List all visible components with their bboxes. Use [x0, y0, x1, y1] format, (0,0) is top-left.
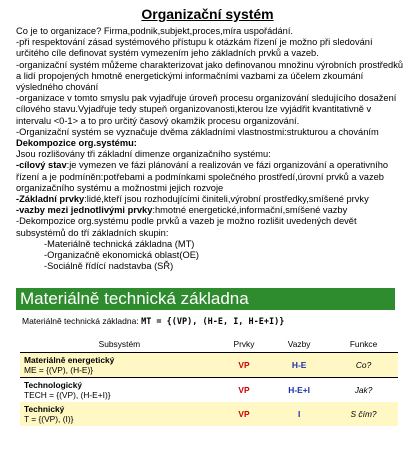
- paragraph: -při respektování zásad systémového přístupu k otázkám řízení je možno při sledování určitého cíle definovat systém vymezením jeho základních prvků a vazeb.: [16, 37, 373, 59]
- paragraph: -organizační systém můžeme charakterizovat jako definovanou množinu výrobních prostředků a lidí propojených hmotně energetickými informačními vazbami za účelem zkoumání výsledného chování: [16, 59, 404, 93]
- paragraph: -Základní prvky:lidé,kteří jsou rozhodujícími činiteli,výrobní prostředky,smíšené prvky: [16, 194, 369, 205]
- table-row: [20, 378, 398, 403]
- formula-label: Materiálně technická základna:: [22, 316, 142, 326]
- paragraph: Co je to organizace? Firma,podnik,subjekt,proces,míra uspořádání.: [16, 26, 293, 36]
- funkce-cell: Jak?: [329, 378, 398, 403]
- subsystem-cell: Technologický TECH = {(VP), (H-E+I)}: [20, 378, 219, 403]
- page-title: Organizační systém: [141, 6, 274, 22]
- column-header: Funkce: [329, 336, 398, 353]
- list-item: -Sociálně řídící nadstavba (SŘ): [44, 261, 174, 272]
- paragraph: -organizace v tomto smyslu pak vyjadřuje úroveň procesu organizování sledujícího dosažení cílového stavu.Vyjadřuje tedy stupeň organizovanosti,kterou lze vyjádřit kvantitativně v intervalu <0-1> a to pro určitý časový okamžik procesu organizování.: [16, 93, 397, 126]
- lead-term: -Základní prvky: [16, 194, 85, 205]
- document-body: [16, 26, 408, 272]
- formula: [22, 316, 284, 327]
- table-row: [20, 402, 398, 426]
- funkce-cell: Co?: [329, 353, 398, 378]
- vazby-cell: H-E+I: [269, 378, 329, 403]
- paragraph: -Organizační systém se vyznačuje dvěma základními vlastnostmi:strukturou a chováním: [16, 126, 379, 137]
- prvky-cell: VP: [219, 353, 269, 378]
- subsystem-cell: Materiálně energetický ME = {(VP), (H-E)}: [20, 353, 219, 378]
- subsystem-cell: Technický T = {(VP), (I)}: [20, 402, 219, 426]
- column-header: Vazby: [269, 336, 329, 353]
- column-header: Subsystém: [20, 336, 219, 353]
- list-item: -Organizačně ekonomická oblast(OE): [44, 250, 200, 261]
- vazby-cell: H-E: [269, 353, 329, 378]
- table-row: [20, 353, 398, 378]
- paragraph: -Dekompozice org.systému podle prvků a vazeb je možno rozlišit uvedených devět subsystémů do tří základních skupin:: [16, 216, 357, 238]
- vazby-cell: I: [269, 402, 329, 426]
- lead-term: -cílový stav: [16, 160, 67, 171]
- paragraph: Jsou rozlišovány tři základní dimenze organizačního systému:: [16, 149, 271, 160]
- list-item: -Materiálně technická základna (MT): [44, 238, 195, 249]
- section-banner: Materiálně technická základna: [16, 288, 395, 310]
- prvky-cell: VP: [219, 402, 269, 426]
- paragraph: -vazby mezi jednotlivými prvky:hmotné energetické,informační,smíšené vazby: [16, 205, 348, 216]
- prvky-cell: VP: [219, 378, 269, 403]
- subsystem-table: [20, 336, 398, 426]
- section-heading: Dekompozice org.systému:: [16, 138, 137, 149]
- paragraph: -cílový stav:je vymezen ve fázi plánování a realizován ve fázi organizování a operativního řízení a je podmíněn:potřebami a podmínkami společného prostředí,úrovní prvků a vazeb organizačního systému a možnostmi jejich rozvoje: [16, 160, 389, 193]
- funkce-cell: S čím?: [329, 402, 398, 426]
- column-header: Prvky: [219, 336, 269, 353]
- formula-expression: MT = {(VP), (H-E, I, H-E+I)}: [141, 317, 285, 327]
- lead-term: -vazby mezi jednotlivými prvky: [16, 205, 153, 216]
